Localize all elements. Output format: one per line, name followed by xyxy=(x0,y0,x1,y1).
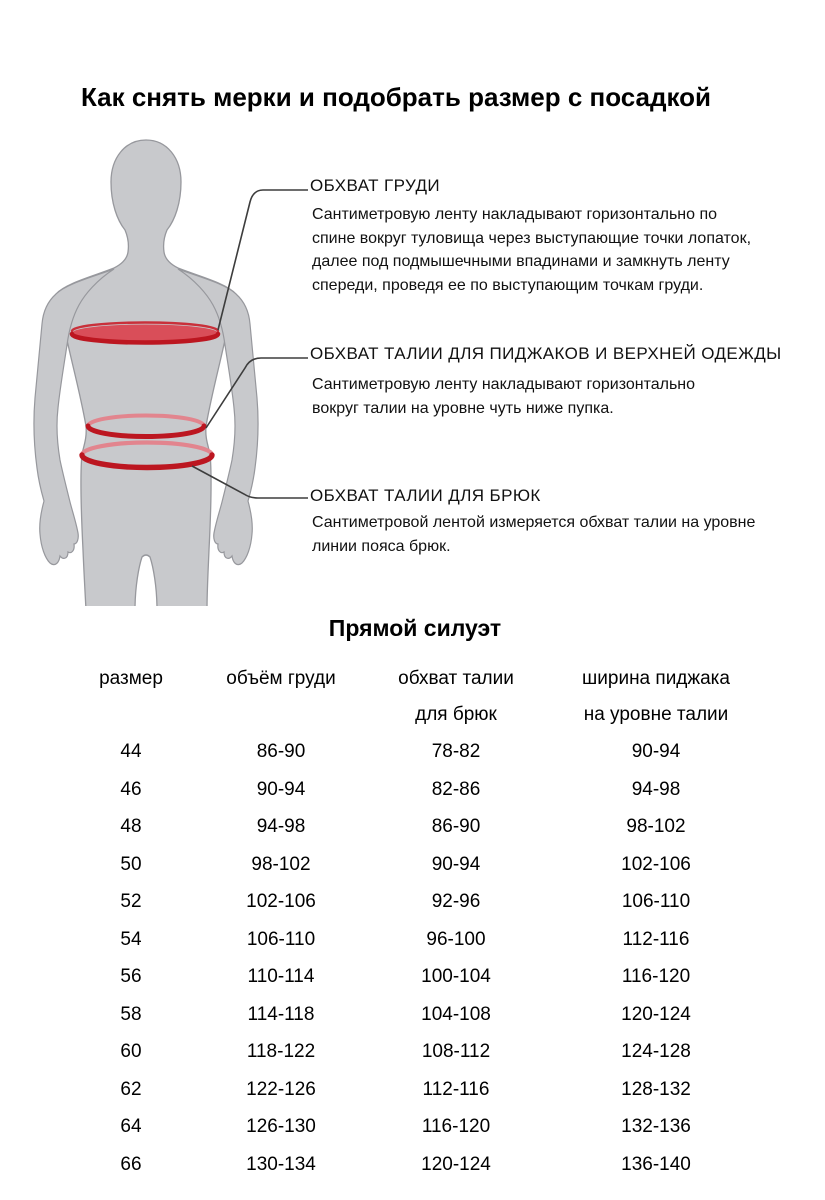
measurement-range: 98-102 xyxy=(626,816,686,838)
size-value: 52 xyxy=(120,891,142,913)
trouser-waist-description xyxy=(312,511,755,558)
measurement-range: 78-82 xyxy=(431,741,481,762)
measurement-range: 112-116 xyxy=(622,928,690,950)
size-table-header-cell xyxy=(61,704,201,726)
measurement-range: 118-122 xyxy=(246,1041,316,1063)
measurement-range: 102-106 xyxy=(246,891,316,913)
measurement-range: 106-110 xyxy=(246,928,316,950)
measurement-range: 90-94 xyxy=(431,853,481,875)
measurement-range: 96-100 xyxy=(426,928,486,950)
measurement-range: 100-104 xyxy=(421,966,491,988)
size-value: 50 xyxy=(120,853,142,875)
size-value: 58 xyxy=(120,1003,142,1025)
size-table-header-cell xyxy=(201,704,361,726)
size-table-header-row-2 xyxy=(61,704,761,726)
measurement-range: 120-124 xyxy=(621,1003,691,1025)
page-title: Как снять мерки и подобрать размер с посадкой xyxy=(80,82,712,112)
size-table-header-cell: обхват талии xyxy=(398,668,514,689)
chest-measure-line xyxy=(72,323,218,343)
measurement-range: 116-120 xyxy=(421,1116,491,1138)
trouser-waist-description-line: линии пояса брюк. xyxy=(312,537,451,555)
measurement-range: 126-130 xyxy=(246,1116,316,1138)
size-value: 44 xyxy=(120,741,142,762)
measurement-range: 110-114 xyxy=(247,966,315,988)
measurement-range: 124-128 xyxy=(621,1041,691,1063)
chest-heading: ОБХВАТ ГРУДИ xyxy=(310,176,440,195)
measurement-range: 86-90 xyxy=(431,816,481,838)
measurement-range: 104-108 xyxy=(421,1003,491,1025)
measurement-range: 92-96 xyxy=(431,891,481,913)
chest-description xyxy=(312,203,751,297)
size-value: 64 xyxy=(120,1116,142,1138)
measurement-range: 90-94 xyxy=(631,741,681,762)
measurement-range: 86-90 xyxy=(256,741,306,762)
size-value: 48 xyxy=(120,816,142,838)
trouser-waist-heading: ОБХВАТ ТАЛИИ ДЛЯ БРЮК xyxy=(310,486,541,505)
size-table-title: Прямой силуэт xyxy=(328,615,502,641)
size-table-header-cell: ширина пиджака xyxy=(582,668,730,689)
measurement-range: 90-94 xyxy=(256,778,306,800)
measurement-range: 106-110 xyxy=(621,891,691,913)
chest-description-line: Сантиметровую ленту накладывают горизонтально по xyxy=(312,206,718,223)
jacket-waist-description-line: Сантиметровую ленту накладывают горизонтально xyxy=(312,376,696,393)
chest-description-line: спереди, проведя ее по выступающим точкам груди. xyxy=(312,276,704,294)
measurement-range: 132-136 xyxy=(621,1116,691,1138)
size-value: 62 xyxy=(120,1078,142,1100)
measurement-range: 82-86 xyxy=(431,778,481,800)
measurement-range: 116-120 xyxy=(621,966,691,988)
size-table-body xyxy=(61,733,761,1184)
measurement-range: 112-116 xyxy=(422,1078,490,1100)
size-table-header-cell: для брюк xyxy=(415,704,497,725)
size-value: 54 xyxy=(120,928,142,950)
size-value: 46 xyxy=(120,778,142,800)
size-table-header-cell: объём груди xyxy=(226,668,336,689)
jacket-waist-description xyxy=(312,373,695,420)
measurement-range: 94-98 xyxy=(256,816,306,838)
size-table-header-cell: размер xyxy=(99,668,163,689)
trouser-waist-description-line: Сантиметровой лентой измеряется обхват талии на уровне xyxy=(312,514,756,531)
measurement-range: 120-124 xyxy=(421,1154,491,1176)
measurement-range: 130-134 xyxy=(246,1154,316,1176)
size-table-header-row-1 xyxy=(61,668,761,690)
measurement-figure xyxy=(0,130,310,606)
size-value: 56 xyxy=(120,966,142,988)
measurement-range: 128-132 xyxy=(621,1078,691,1100)
chest-description-line: далее под подмышечными впадинами и замкнуть ленту xyxy=(312,253,730,270)
measurement-range: 102-106 xyxy=(621,853,691,875)
size-value: 60 xyxy=(120,1041,142,1063)
measurement-range: 98-102 xyxy=(251,853,311,875)
jacket-waist-heading: ОБХВАТ ТАЛИИ ДЛЯ ПИДЖАКОВ И ВЕРХНЕЙ ОДЕЖДЫ xyxy=(310,344,782,363)
measurement-range: 94-98 xyxy=(631,778,681,800)
measurement-range: 122-126 xyxy=(246,1078,316,1100)
jacket-waist-description-line: вокруг талии на уровне чуть ниже пупка. xyxy=(312,399,614,417)
chest-description-line: спине вокруг туловища через выступающие точки лопаток, xyxy=(312,229,752,247)
size-table-header-cell: на уровне талии xyxy=(583,704,729,725)
measurement-range: 114-118 xyxy=(247,1003,315,1025)
size-value: 66 xyxy=(120,1154,142,1176)
measurement-range: 136-140 xyxy=(621,1154,691,1176)
measurement-range: 108-112 xyxy=(421,1041,491,1063)
